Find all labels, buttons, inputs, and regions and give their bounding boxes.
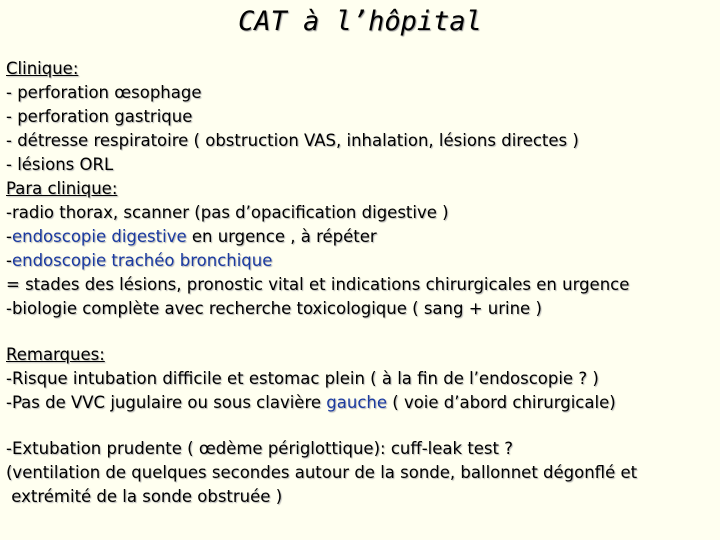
- slide-title: CAT à l’hôpital: [238, 6, 482, 37]
- para-clinique-radio: -radio thorax, scanner (pas d’opacification digestive ): [6, 203, 449, 222]
- endo-dig-highlight: endoscopie digestive: [11, 227, 187, 246]
- extubation-line-3: extrémité de la sonde obstruée ): [6, 487, 283, 506]
- para-clinique-biologie: -biologie complète avec recherche toxicologique ( sang + urine ): [6, 299, 542, 318]
- clinique-item-4: - lésions ORL: [6, 155, 114, 174]
- clinique-item-1: - perforation œsophage: [6, 83, 202, 102]
- extubation-line-1: -Extubation prudente ( œdème périglottique): cuff-leak test ?: [6, 439, 514, 458]
- spacer: [6, 321, 716, 343]
- clinique-item-2: - perforation gastrique: [6, 107, 193, 126]
- remarques-heading: Remarques:: [6, 345, 105, 364]
- endo-dig-suffix: en urgence , à répéter: [186, 227, 377, 246]
- remarques-intubation: -Risque intubation difficile et estomac plein ( à la fin de l’endoscopie ? ): [6, 369, 599, 388]
- vvc-suffix: ( voie d’abord chirurgicale): [387, 393, 616, 412]
- vvc-prefix: -Pas de VVC jugulaire ou sous clavière: [6, 393, 327, 412]
- para-clinique-endoscopie-tracheo: [6, 249, 716, 273]
- para-clinique-heading: Para clinique:: [6, 179, 118, 198]
- endo-tb-prefix: -: [6, 251, 12, 270]
- endo-tb-highlight: endoscopie trachéo bronchique: [11, 251, 273, 270]
- remarques-vvc: [6, 391, 716, 415]
- slide-body: [6, 57, 716, 509]
- endo-dig-prefix: -: [6, 227, 12, 246]
- clinique-heading: Clinique:: [6, 59, 79, 78]
- para-clinique-stades: = stades des lésions, pronostic vital et indications chirurgicales en urgence: [6, 275, 630, 294]
- spacer: [6, 415, 716, 437]
- extubation-line-2: (ventilation de quelques secondes autour de la sonde, ballonnet dégonflé et: [6, 463, 638, 482]
- para-clinique-endoscopie-digestive: [6, 225, 716, 249]
- clinique-item-3: - détresse respiratoire ( obstruction VAS, inhalation, lésions directes ): [6, 131, 579, 150]
- vvc-highlight: gauche: [326, 393, 388, 412]
